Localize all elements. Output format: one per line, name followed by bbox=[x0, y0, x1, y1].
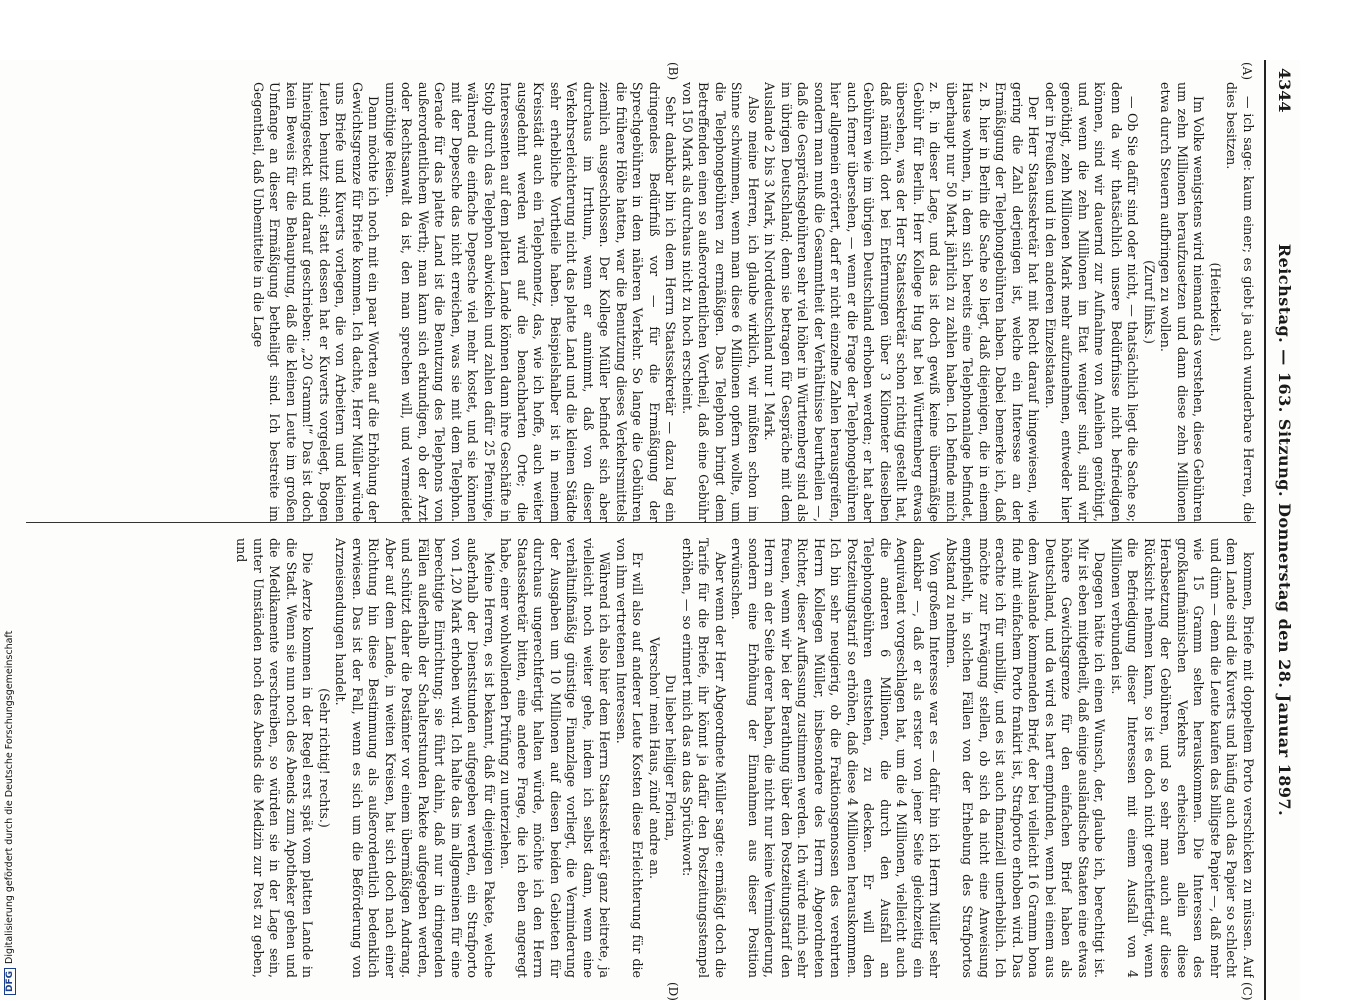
page-header bbox=[1264, 60, 1300, 1000]
paragraph: Sehr dankbar bin ich dem Herrn Staatssekretär — dazu lag ein dringendes Bedürfniß vor — für die Ermäßigung der Sprechgebühren in dem näheren Verkehr. So lange die Gebühren die frühere Höhe hatten, war die Benutzung dieses Verkehrsmittels ziemlich ausgeschlossen. Der Kollege Müller befindet sich aber durchaus im Irrthum, wenn er annimmt, daß von dieser Verkehrserleichterung nicht das platte Land und die kleinen Städte sehr erhebliche Vortheile haben. Beispielshalber ist in meinem Kreisstädt auch ein Telephonnetz, das, wie ich hoffe, auch weiter ausgedehnt werden wird auf die benachbarten Orte; die Interessenten auf dem platten Lande können dann ihre Geschäfte in Stolp durch das Telephon abwickeln und zahlen dafür 25 Pfennige, während die einfache Depesche viel mehr kostet, und sie können mit der Depesche das nicht erreichen, was sie mit dem Telephon. Gerade für das platte Land ist die Benutzung des Telephons von außerordentlichem Werth; man kann sich erkundigen, ob der Arzt oder Rechtsanwalt da ist, den man sprechen will, und vermeidet unnöthige Reisen. bbox=[383, 82, 679, 522]
interjection: Verschon' mein Haus, zünd' andre an. bbox=[647, 637, 662, 879]
rotated-page bbox=[0, 60, 1300, 1000]
margin-mark-a: (A) bbox=[1240, 62, 1254, 81]
paragraph: Im Volke wenigstens wird niemand das verstehen, diese Gebühren um zehn Millionen heraufzusetzen und dann diese zehn Millionen etwa durch Steuern aufbringen zu wollen. bbox=[1158, 82, 1207, 522]
paragraph: Der Herr Staatssekretär hat mit Recht darauf hingewiesen, wie gering die Zahl derjenigen ist, welche ein Interesse an der Ermäßigung der Telephongebühren haben. Dabei bemerke ich, daß z. B. hier in Berlin die Sache so liegt, daß diejenigen, die in einem Hause wohnen, in dem sich bereits eine Telephonanlage befindet, überhaupt nur 50 Mark jährlich zu zahlen haben. Ich befinde mich z. B. in dieser Lage, und das ist doch gewiß keine übermäßige Gebühr für Berlin. Herr Kollege Hug hat bei Württemberg etwas übersehen, was der Herr Staatssekretär schon richtig gestellt hat, daß nämlich dort bei Entfernungen über 3 Kilometer dieselben Gebühren wie im übrigen Deutschland erhoben werden; er hat aber auch ferner übersehen, — wenn er die Frage der Telephongebühren hier allgemein erörtert, darf er nicht einzelne Zahlen herausgreifen, sondern man muß die Gesammtheit der Verhältnisse beurtheilen —, daß die Gesprächsgebühren sehr viel höher in Württemberg sind als im übrigen Deutschland; denn sie betragen für Gespräche mit dem Auslande 2 bis 3 Mark, in Norddeutschland nur 1 Mark. bbox=[762, 82, 1042, 522]
margin-mark-c: (C) bbox=[1240, 982, 1254, 1001]
paragraph: Dann möchte ich noch mit ein paar Worten auf die Erhöhung der Gewichtsgrenze für Briefe kommen. Ich dachte, Herr Müller würde uns Briefe und Kuverts vorlegen, die von Arbeitern und kleinen Leuten benutzt sind; statt dessen hat er Kuverts vorgelegt, Bogen hineingesteckt und darauf geschrieben: „20 Gramm!“ Das ist doch kein Beweis für die Behauptung, daß die kleinen Leute im großen Umfange an dieser Ermäßigung betheiligt sind. Ich bestreite im Gegentheil, daß Unbemittelte in die Lage bbox=[251, 82, 382, 522]
running-title: Reichstag. — 163. Sitzung. Donnerstag den 28. Januar 1897. bbox=[1275, 243, 1294, 817]
interjection: (Zuruf links.) bbox=[1142, 260, 1157, 344]
paragraph: — ich sage: kaum einer; es giebt ja auch wunderbare Herren, die dies besitzen. bbox=[1224, 82, 1256, 522]
right-column bbox=[26, 538, 1256, 978]
paragraph: Meine Herren, es ist bekannt, daß für diejenigen Pakete, welche außerhalb der Dienststunden aufgegeben werden, ein Strafporto von 1,20 Mark erhoben wird. Ich halte das im allgemeinen für eine berechtigte Einrichtung; sie führt dahin, daß nur in dringenden Fällen außerhalb der Schalterstunden Pakete aufgegeben werden, und schützt daher die Postämter vor einem übermäßigen Andrang. Aber auf dem Lande, in weiten Kreisen, hat sich doch nach einer Richtung hin diese Bestimmung als außerordentlich bedenklich erwiesen. Das ist der Fall, wenn es sich um die Beförderung von Arzneisendungen handelt. bbox=[333, 538, 497, 978]
digitization-credit bbox=[4, 0, 24, 995]
paragraph: kommen, Briefe mit doppeltem Porto verschicken zu müssen. Auf dem Lande sind die Kuverts und häufig auch das Papier so schlecht und dünn — denn die Leute kaufen das billigste Papier —, daß mehr wie 15 Gramm selten herauskommen. Die Interessen des großkaufmännischen Verkehrs erheischen allein diese Herabsetzung der Gebühren, und so sehr man auch auf diese Rücksicht nehmen kann, so ist es doch nicht gerechtfertigt, wenn die Befriedigung dieser Interessen mit einem Ausfall von 4 Millionen verbunden ist. bbox=[1109, 538, 1256, 978]
left-column bbox=[26, 82, 1256, 522]
paragraph: Die Aerzte kommen in der Regel erst spät vom platten Lande in die Stadt. Wenn sie nun noch des Abends zum Apotheker gehen und die Medikamente verschreiben, so würden sie in der Lage sein, unter Umständen noch des Abends die Medizin zur Post zu geben, und bbox=[234, 538, 316, 978]
page-number: 4344 bbox=[1275, 68, 1294, 113]
column-divider bbox=[26, 522, 1256, 523]
paragraph: Er will also auf anderer Leute Kosten diese Erleichterung für die von ihm vertretenen Interessen. bbox=[614, 538, 646, 978]
interjection: (Sehr richtig! rechts.) bbox=[317, 688, 332, 828]
interjection: (Heiterkeit.) bbox=[1208, 262, 1223, 342]
paragraph: Dagegen hätte ich einen Wunsch, der, glaube ich, berechtigt ist. Mir ist eben mitgetheilt, daß einige ausländische Staaten eine etwas höhere Gewichtsgrenze für den einfachen Brief haben als Deutschland, und da wird es hart empfunden, wenn bei einem aus dem Auslande kommenden Brief, der bei vielleicht 16 Gramm bona fide mit einfachem Porto frankirt ist, Strafporto erhoben wird. Das erachte ich für unbillig, und es ist auch finanziell unerheblich. Ich möchte zur Erwägung stellen, ob sich da nicht eine Anweisung empfiehlt, in solchen Fällen von der Erhebung des Strafportos Abstand zu nehmen. bbox=[944, 538, 1108, 978]
paragraph: — Ob Sie dafür sind oder nicht, — thatsächlich liegt die Sache so; denn da wir thatsächlich unsere Bedürfnisse nicht befriedigen können, sind wir dauernd zur Aufnahme von Anleihen genöthigt, und wenn die zehn Millionen im Etat weniger sind, sind wir genöthigt, zehn Millionen Mark mehr aufzunehmen, entweder hier oder in Preußen und in den anderen Einzelstaaten. bbox=[1043, 82, 1141, 522]
interjection: Du lieber heiliger Florian, bbox=[663, 674, 679, 842]
dfg-logo: DFG bbox=[4, 968, 16, 995]
paragraph: Von großem Interesse war es — dafür bin ich Herrn Müller sehr dankbar —, daß er als erster von jener Seite gleichzeitig ein Aequivalent vorgeschlagen hat, um die 4 Millionen, vielleicht auch die anderen 6 Millionen, die durch den Ausfall an Telephongebühren entstehen, zu decken. Er will den Postzeitungstarif so erhöhen, daß diese 4 Millionen herauskommen. Ich bin sehr neugierig, ob die Fraktionsgenossen des verehrten Herrn Kollegen Müller, insbesondere des Herrn Abgeordneten Richter, dieser Auffassung zustimmen werden. Ich würde mich sehr freuen, wenn wir bei der Berathung über den Postzeitungstarif den Herrn an der Seite derer haben, die nicht nur keine Verminderung, sondern eine Erhöhung der Einnahmen aus dieser Position erwünschen. bbox=[729, 538, 943, 978]
margin-mark-b: (B) bbox=[666, 62, 680, 81]
paragraph: Aber wenn der Herr Abgeordnete Müller sagte: ermäßigt doch die Tarife für die Briefe, ihr könnt ja dafür den Postzeitungsstempel erhöhen, — so erinnert mich das an das Sprüchwort: bbox=[680, 538, 728, 978]
margin-mark-d: (D) bbox=[666, 982, 680, 1001]
credit-text: Digitalisierung gefördert durch die Deutsche Forschungsgemeinschaft bbox=[4, 630, 15, 964]
paragraph: Während ich also hier dem Herrn Staatssekretär ganz beitrete, ja vielleicht noch weiter gehe, indem ich selbst dann, wenn eine verhältnißmäßig günstige Finanzlage vorliegt, die Verminderung der Ausgaben um 10 Millionen auf diesen beiden Gebieten für durchaus ungerechtfertigt halten würde, möchte ich den Herrn Staatssekretär bitten, eine andere Frage, die ich eben angeregt habe, einer wohlwollenden Prüfung zu unterziehen. bbox=[498, 538, 613, 978]
paragraph: Also meine Herren, ich glaube wirklich, wir müßten schon im Sinne schwimmen, wenn man diese 6 Millionen opfern wollte, um die Telephongebühren zu ermäßigen. Das Telephon bringt dem Betreffenden einen so außerordentlichen Vortheil, daß eine Gebühr von 150 Mark als durchaus nicht zu hoch erscheint. bbox=[680, 82, 761, 522]
